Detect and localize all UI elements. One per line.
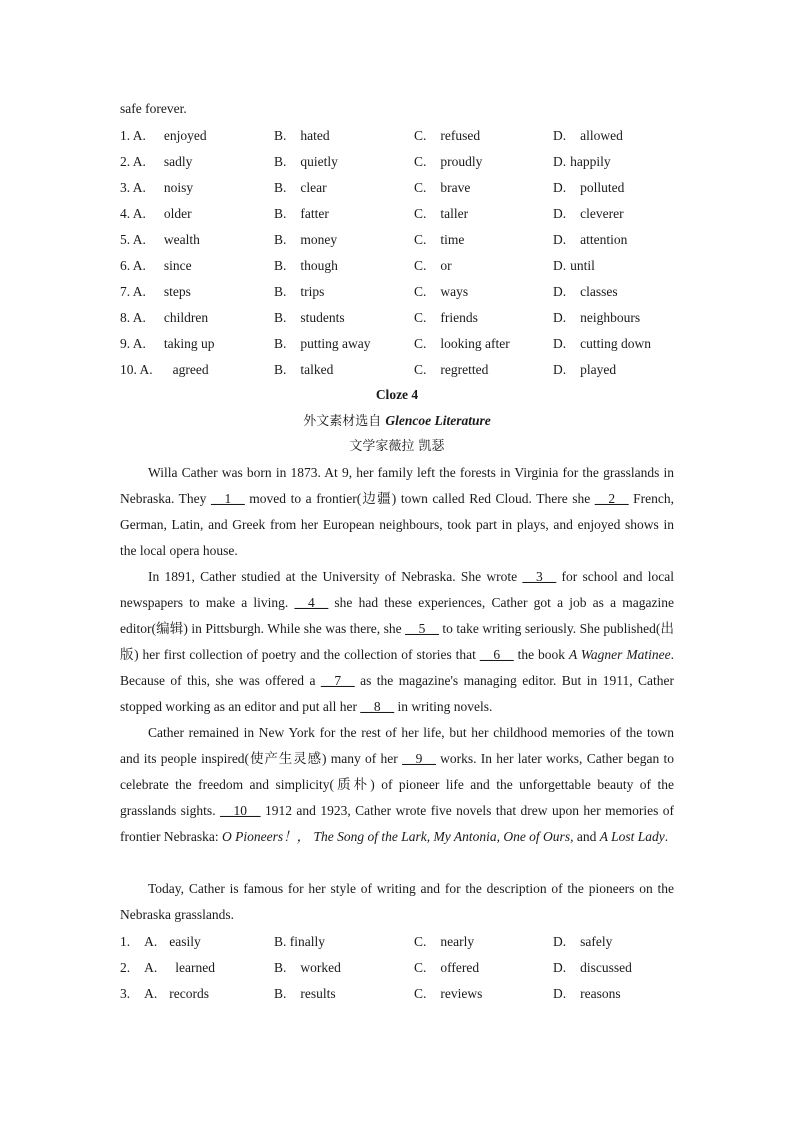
option-label: A. xyxy=(144,934,158,949)
option-d-text: polluted xyxy=(580,180,625,195)
option-d-text: neighbours xyxy=(580,310,641,325)
blank-2: __2__ xyxy=(594,491,629,506)
option-label: C. xyxy=(414,232,427,247)
option-row xyxy=(120,959,680,976)
option-a-text: older xyxy=(163,206,192,221)
text: she had these experiences, Cather got a job as a magazine editor(编辑) in Pittsburgh. While she was there, she xyxy=(120,595,674,636)
option-b xyxy=(274,231,337,248)
paragraph-1 xyxy=(120,460,674,564)
option-a-text: easily xyxy=(169,934,201,949)
option-row xyxy=(120,335,680,352)
text: moved to a frontier(边疆) town called Red Cloud. There she xyxy=(244,491,595,506)
text: for school and local newspapers to make a living. xyxy=(120,569,674,610)
option-row xyxy=(120,985,680,1002)
option-d xyxy=(553,127,623,144)
option-row xyxy=(120,309,680,326)
question-number: 6. A. xyxy=(120,258,146,273)
option-a xyxy=(120,335,215,352)
option-label: D. xyxy=(553,180,567,195)
option-b xyxy=(274,205,329,222)
option-b-text: fatter xyxy=(300,206,329,221)
option-label: C. xyxy=(414,154,427,169)
option-b-text: though xyxy=(300,258,338,273)
option-label: C. xyxy=(414,336,427,351)
option-label: B. xyxy=(274,310,287,325)
option-b xyxy=(274,127,330,144)
option-c xyxy=(414,127,480,144)
option-c-text: ways xyxy=(440,284,469,299)
option-b-text: money xyxy=(300,232,338,247)
option-d-text: allowed xyxy=(580,128,623,143)
option-label: D. xyxy=(553,206,567,221)
question-number: 4. A. xyxy=(120,206,146,221)
option-b-text: worked xyxy=(300,960,341,975)
option-b xyxy=(274,179,327,196)
option-a xyxy=(120,231,200,248)
option-b xyxy=(274,985,336,1002)
option-c-text: taller xyxy=(440,206,469,221)
option-label: B. xyxy=(274,284,287,299)
option-d xyxy=(553,335,651,352)
option-row xyxy=(120,231,680,248)
blank-9: __9__ xyxy=(402,751,436,766)
option-c xyxy=(414,335,510,352)
question-number: 1. xyxy=(120,934,131,949)
option-d xyxy=(553,283,618,300)
option-b-text: hated xyxy=(300,128,330,143)
option-a-text: since xyxy=(163,258,192,273)
text: to take writing seriously. She published(出版) her first collection of poetry and the collection of stories that xyxy=(120,621,674,662)
blank-3: __3__ xyxy=(522,569,557,584)
option-c xyxy=(414,257,452,274)
option-c xyxy=(414,153,482,170)
option-c xyxy=(414,309,478,326)
option-d xyxy=(553,933,612,950)
option-label: C. xyxy=(414,362,427,377)
text: . xyxy=(664,829,669,844)
option-row xyxy=(120,933,680,950)
option-b xyxy=(274,335,371,352)
book-titles: O Pioneers！， The Song of the Lark, My Antonia, One of Ours, xyxy=(221,829,574,844)
option-d xyxy=(553,361,616,378)
option-label: C. xyxy=(414,310,427,325)
option-a xyxy=(120,127,207,144)
text: and xyxy=(573,829,600,844)
text-fragment: safe forever. xyxy=(120,101,187,116)
option-d-text: cutting down xyxy=(580,336,651,351)
option-label: B. xyxy=(274,232,287,247)
option-a-text: sadly xyxy=(163,154,193,169)
text: as the magazine's managing editor. But in 1911, Cather stopped working as an editor and put all her xyxy=(120,673,674,714)
option-c xyxy=(414,231,464,248)
question-number: 3. A. xyxy=(120,180,146,195)
option-label: B. xyxy=(274,336,287,351)
option-label: D. xyxy=(553,362,567,377)
option-row xyxy=(120,127,680,144)
option-a-text: wealth xyxy=(163,232,200,247)
option-a xyxy=(120,153,192,170)
option-b-text: results xyxy=(300,986,336,1001)
option-label: B. xyxy=(274,258,287,273)
option-label: D. xyxy=(553,128,567,143)
option-b xyxy=(274,361,333,378)
option-row xyxy=(120,205,680,222)
option-c-text: or xyxy=(440,258,452,273)
text: French, German, Latin, and Greek from her European neighbours, took part in plays, and enjoyed shows in the local opera house. xyxy=(120,491,674,558)
blank-8: __8__ xyxy=(360,699,395,714)
option-label: D. xyxy=(553,336,567,351)
text: Willa Cather was born in 1873. At 9, her family left the forests in Virginia for the grasslands in Nebraska. They xyxy=(120,465,674,506)
option-label: C. xyxy=(414,284,427,299)
option-c-text: brave xyxy=(440,180,471,195)
option-b xyxy=(274,257,338,274)
option-label: C. xyxy=(414,180,427,195)
paragraph-3 xyxy=(120,720,674,850)
option-row xyxy=(120,361,680,378)
option-c xyxy=(414,959,479,976)
paragraph-4: Today, Cather is famous for her style of writing and for the description of the pioneers on the Nebraska grasslands. xyxy=(120,881,674,922)
option-b-text: clear xyxy=(300,180,327,195)
option-b xyxy=(274,283,324,300)
option-b xyxy=(274,309,345,326)
option-c xyxy=(414,205,468,222)
option-c xyxy=(414,985,482,1002)
option-label: B. xyxy=(274,128,287,143)
option-label: D. xyxy=(553,284,567,299)
option-label: C. xyxy=(414,986,427,1001)
option-label: D. xyxy=(553,960,567,975)
option-d-text: until xyxy=(570,258,595,273)
option-a xyxy=(120,361,209,378)
option-label: D. xyxy=(553,232,567,247)
option-row xyxy=(120,257,680,274)
option-c-text: offered xyxy=(440,960,480,975)
option-a xyxy=(120,985,209,1002)
option-b-text: students xyxy=(300,310,345,325)
option-label: C. xyxy=(414,206,427,221)
option-b-text: talked xyxy=(300,362,334,377)
question-number: 3. xyxy=(120,986,131,1001)
option-d-text: attention xyxy=(580,232,628,247)
option-label: B. xyxy=(274,362,287,377)
option-b xyxy=(274,933,325,950)
option-label: B. xyxy=(274,960,287,975)
source-line xyxy=(0,412,794,431)
option-label: B. xyxy=(274,986,287,1001)
option-c xyxy=(414,361,488,378)
option-c-text: nearly xyxy=(440,934,475,949)
option-c-text: time xyxy=(440,232,465,247)
option-b xyxy=(274,153,338,170)
option-b-text: putting away xyxy=(300,336,371,351)
option-a xyxy=(120,959,215,976)
option-a xyxy=(120,933,201,950)
option-d-text: cleverer xyxy=(580,206,624,221)
blank-1: __1__ xyxy=(210,491,245,506)
option-d xyxy=(553,257,595,274)
option-label: C. xyxy=(414,128,427,143)
option-c xyxy=(414,179,470,196)
question-number: 7. A. xyxy=(120,284,146,299)
option-d-text: classes xyxy=(580,284,618,299)
option-a-text: noisy xyxy=(163,180,194,195)
option-d xyxy=(553,153,611,170)
text: the book xyxy=(513,647,569,662)
option-c xyxy=(414,283,468,300)
question-number: 2. A. xyxy=(120,154,146,169)
option-c-text: friends xyxy=(440,310,478,325)
option-d xyxy=(553,985,621,1002)
blank-10: __10__ xyxy=(220,803,261,818)
book-title: A Wagner Matinee xyxy=(568,647,671,662)
option-label: C. xyxy=(414,960,427,975)
option-a xyxy=(120,309,208,326)
question-number: 2. xyxy=(120,960,131,975)
option-b-text: quietly xyxy=(300,154,338,169)
option-a-text: records xyxy=(169,986,209,1001)
option-c-text: refused xyxy=(440,128,481,143)
option-label: B. xyxy=(274,206,287,221)
option-d-text: safely xyxy=(580,934,613,949)
option-c-text: regretted xyxy=(440,362,489,377)
option-label: A. xyxy=(144,986,158,1001)
option-label: D. xyxy=(553,154,567,169)
option-label: C. xyxy=(414,258,427,273)
source-prefix: 外文素材选自 xyxy=(303,414,386,429)
option-b-text: B. finally xyxy=(274,934,325,949)
option-label: B. xyxy=(274,154,287,169)
option-a-text: agreed xyxy=(172,362,209,377)
question-number: 1. A. xyxy=(120,128,146,143)
option-d xyxy=(553,959,632,976)
text: works. In her later works, Cather began to celebrate the freedom and simplicity(质朴) of pioneer life and the unforgettable beauty of the grasslands sights. xyxy=(120,751,674,818)
option-a xyxy=(120,283,191,300)
option-a xyxy=(120,205,192,222)
paragraph-2 xyxy=(120,564,674,720)
text: Cather remained in New York for the rest of her life, but her childhood memories of the town and its people inspired(使产生灵感) many of her xyxy=(120,725,674,766)
option-label: A. xyxy=(144,960,158,975)
option-c-text: proudly xyxy=(440,154,483,169)
option-c-text: looking after xyxy=(440,336,510,351)
option-d xyxy=(553,231,627,248)
option-row xyxy=(120,153,680,170)
source-book: Glencoe Literature xyxy=(385,413,491,428)
option-d-text: happily xyxy=(570,154,611,169)
option-a-text: steps xyxy=(163,284,191,299)
question-number: 5. A. xyxy=(120,232,146,247)
option-c-text: reviews xyxy=(440,986,483,1001)
option-a-text: learned xyxy=(175,960,215,975)
text: . Because of this, she was offered a xyxy=(120,647,674,688)
blank-6: __6__ xyxy=(479,647,514,662)
option-row xyxy=(120,179,680,196)
option-label: C. xyxy=(414,934,427,949)
option-a-text: children xyxy=(163,310,209,325)
option-label: D. xyxy=(553,258,567,273)
option-label: D. xyxy=(553,986,567,1001)
option-label: B. xyxy=(274,180,287,195)
blank-4: __4__ xyxy=(294,595,329,610)
blank-7: __7__ xyxy=(320,673,355,688)
option-a xyxy=(120,179,193,196)
option-d-text: discussed xyxy=(580,960,632,975)
option-b-text: trips xyxy=(300,284,325,299)
option-label: D. xyxy=(553,310,567,325)
question-number: 10. A. xyxy=(120,362,153,377)
option-d-text: played xyxy=(580,362,617,377)
text: 1912 and 1923, Cather wrote five novels that drew upon her memories of frontier Nebraska: xyxy=(120,803,675,844)
option-d xyxy=(553,309,640,326)
option-a xyxy=(120,257,192,274)
option-c xyxy=(414,933,474,950)
book-title: A Lost Lady xyxy=(599,829,665,844)
option-label: D. xyxy=(553,934,567,949)
text: In 1891, Cather studied at the University of Nebraska. She wrote xyxy=(148,569,523,584)
option-b xyxy=(274,959,341,976)
question-number: 8. A. xyxy=(120,310,146,325)
blank-5: __5__ xyxy=(405,621,439,636)
option-d xyxy=(553,205,624,222)
section-subtitle: 文学家薇拉 凯瑟 xyxy=(349,439,445,454)
option-d-text: reasons xyxy=(580,986,621,1001)
text: in writing novels. xyxy=(394,699,493,714)
question-number: 9. A. xyxy=(120,336,146,351)
option-d xyxy=(553,179,624,196)
option-a-text: enjoyed xyxy=(163,128,207,143)
section-title: Cloze 4 xyxy=(375,387,419,402)
option-row xyxy=(120,283,680,300)
option-a-text: taking up xyxy=(163,336,215,351)
